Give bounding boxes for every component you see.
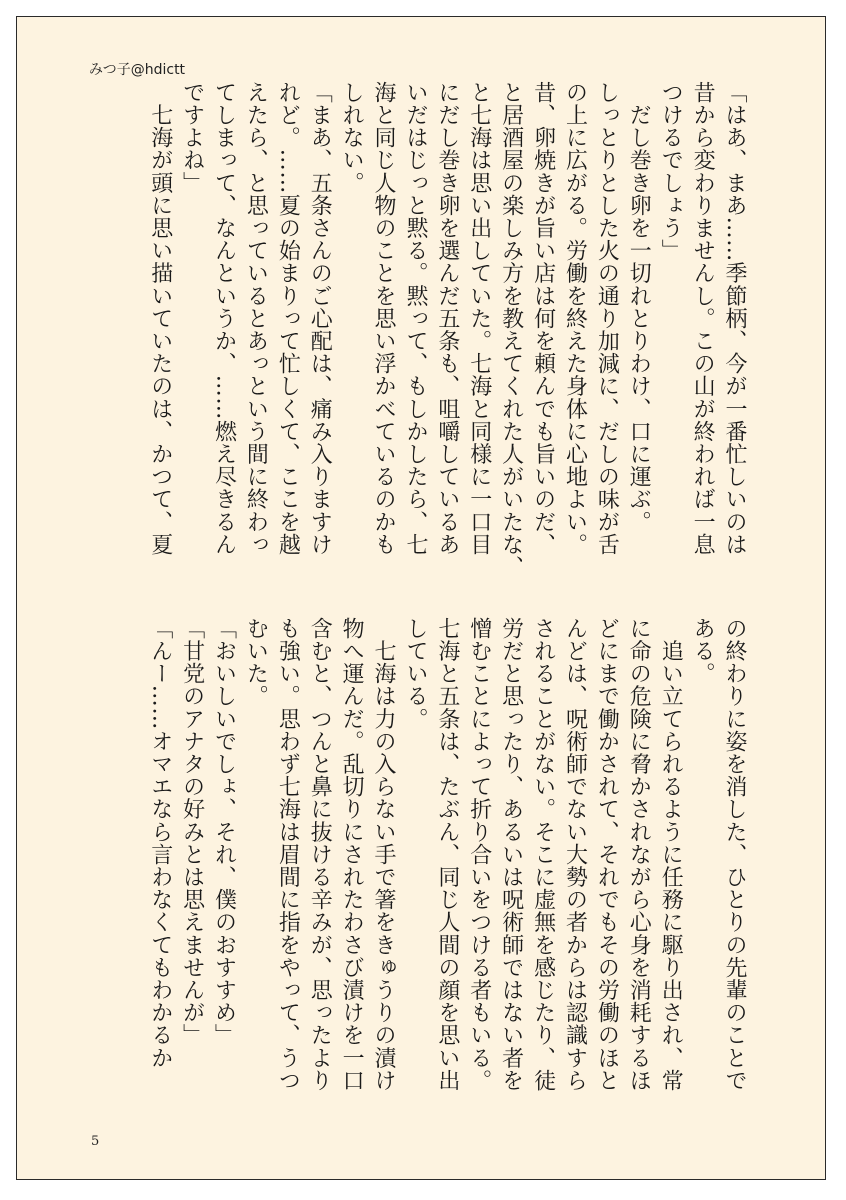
text-column: しれない。 [339, 81, 365, 194]
text-column: も強い。思わず七海は眉間に指をやって、うつ [275, 617, 301, 1092]
text-column: いだはじっと黙る。黙って、もしかしたら、七 [402, 81, 428, 556]
text-column: と居酒屋の楽しみ方を教えてくれた人がいたな、 [498, 81, 524, 579]
text-column: の終わりに姿を消した、ひとりの先輩のことで [722, 617, 747, 1092]
text-column: されることがない。そこに虚無を感じたり、徒 [530, 617, 556, 1092]
text-column: てしまって、なんというか、……燃え尽きるん [211, 81, 237, 556]
text-column: 海と同じ人物のことを思い浮かべているのかも [371, 81, 397, 556]
text-column: 七海は力の入らない手で箸をきゅうりの漬け [371, 617, 397, 1092]
text-column: と七海は思い出していた。七海と同様に一口目 [466, 81, 492, 556]
text-column: 「んー……オマエなら言わなくてもわかるか [147, 617, 173, 1069]
text-column: 含むと、つんと鼻に抜ける辛みが、思ったより [307, 617, 333, 1092]
text-column: の上に広がる。労働を終えた身体に心地よい。 [562, 81, 588, 556]
text-column: にだし巻き卵を選んだ五条も、咀嚼しているあ [434, 81, 460, 556]
text-column: れど。……夏の始まりって忙しくて、ここを越 [275, 81, 301, 556]
text-block-bottom [70, 617, 750, 1177]
text-column: 「おいしいでしょ、それ、僕のおすすめ」 [211, 617, 237, 1047]
text-column: ある。 [690, 617, 716, 685]
text-column: 昔から変わりませんし。この山が終われば一息 [690, 81, 716, 556]
text-block-top [70, 81, 750, 641]
author-header: みつ子@hdictt [89, 62, 186, 78]
text-column: むいた。 [243, 617, 269, 708]
text-column: 憎むことによって折り合いをつける者もいる。 [466, 617, 492, 1092]
text-column: 「まあ、五条さんのご心配は、痛み入りますけ [307, 81, 333, 556]
text-column: 物へ運んだ。乱切りにされたわさび漬けを一口 [339, 617, 365, 1092]
text-column: えたら、と思っているとあっという間に終わっ [243, 81, 269, 556]
text-column: しっとりとした火の通り加減に、だしの味が舌 [594, 81, 620, 556]
text-column: 「はあ、まあ……季節柄、今が一番忙しいのは [722, 81, 747, 556]
page-number: 5 [91, 1134, 100, 1149]
text-column: どにまで働かされて、それでもその労働のほと [594, 617, 620, 1092]
text-column: ですよね」 [179, 81, 205, 194]
text-column: に命の危険に脅かされながら心身を消耗するほ [626, 617, 652, 1092]
text-column: んどは、呪術師でない大勢の者からは認識すら [562, 617, 588, 1092]
text-column: 労だと思ったり、あるいは呪術師ではない者を [498, 617, 524, 1092]
manuscript-page [16, 16, 826, 1180]
text-column: 「甘党のアナタの好みとは思えませんが」 [179, 617, 205, 1047]
text-column: つけるでしょう」 [658, 81, 684, 262]
text-column: 七海が頭に思い描いていたのは、かつて、夏 [147, 81, 173, 556]
text-column: している。 [402, 617, 428, 730]
text-column: 昔、卵焼きが旨い店は何を頼んでも旨いのだ、 [530, 81, 556, 556]
text-column: 追い立てられるように任務に駆り出され、常 [658, 617, 684, 1092]
text-column: 七海と五条は、たぶん、同じ人間の顔を思い出 [434, 617, 460, 1092]
text-column: だし巻き卵を一切れとりわけ、口に運ぶ。 [626, 81, 652, 533]
